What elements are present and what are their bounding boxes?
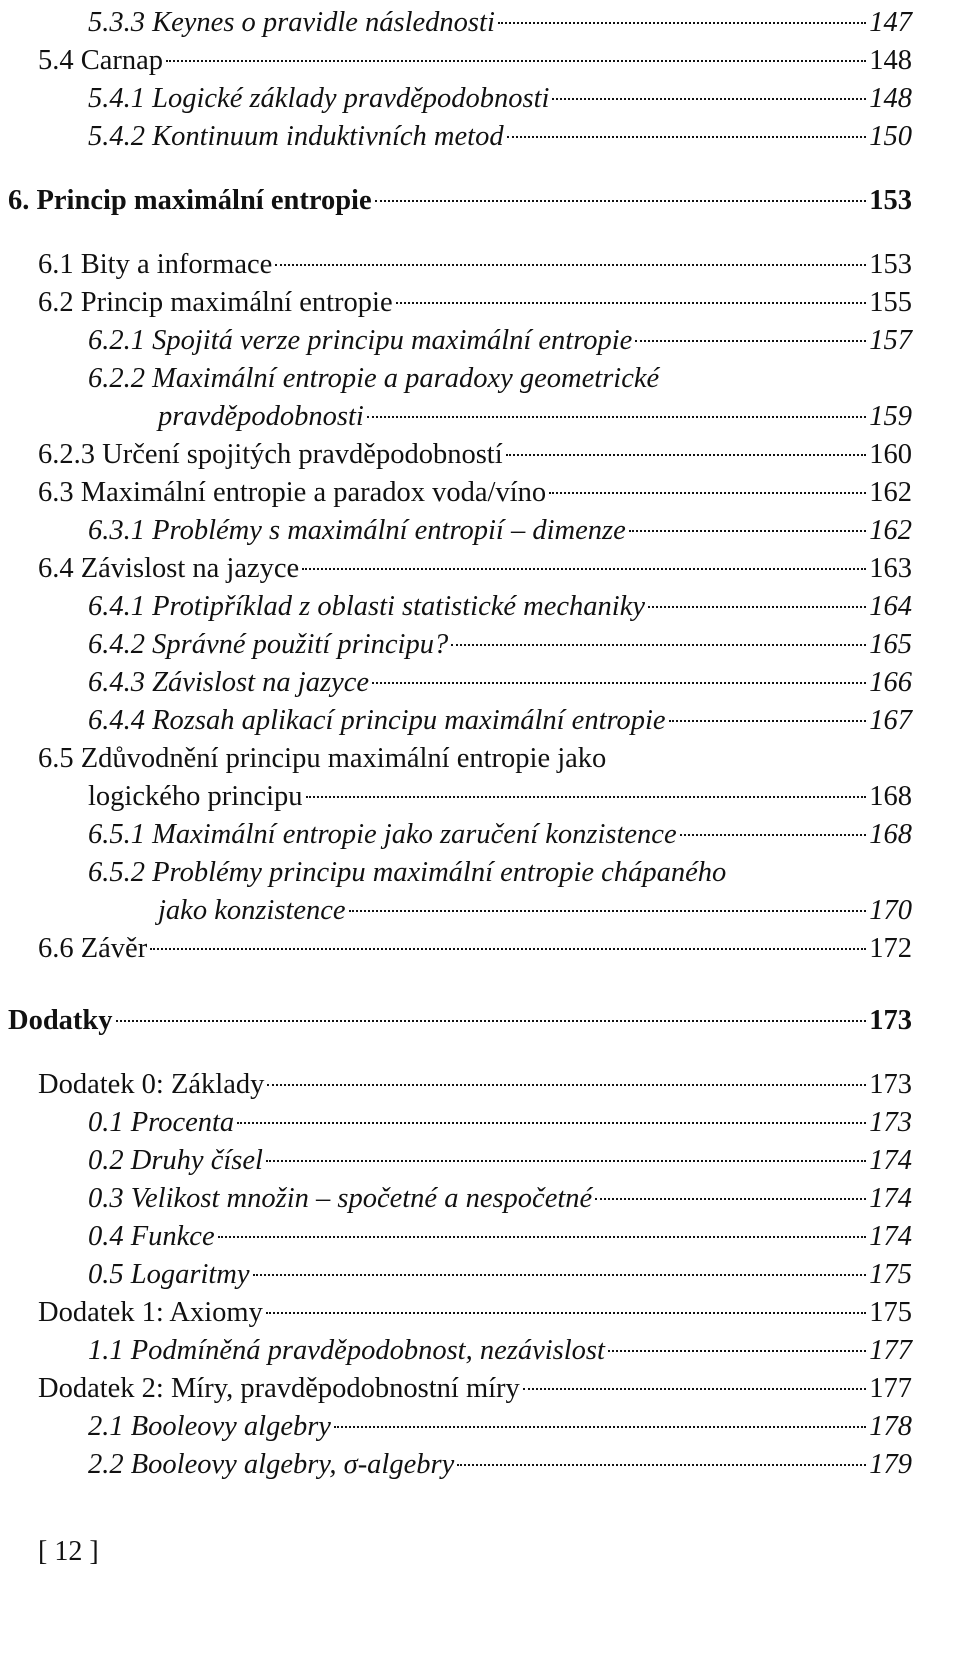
toc-entry-title: Dodatky xyxy=(8,1005,113,1036)
toc-entry-title: 2.2 Booleovy algebry, σ-algebry xyxy=(88,1449,455,1480)
spacer xyxy=(8,220,912,246)
toc-entry-title: 0.5 Logaritmy xyxy=(88,1259,250,1290)
dot-leader xyxy=(595,1198,866,1200)
toc-entry-page: 174 xyxy=(869,1145,912,1176)
dot-leader xyxy=(367,416,866,418)
toc-entry xyxy=(8,1370,912,1408)
toc-entry-page: 168 xyxy=(869,781,912,812)
toc-entry xyxy=(8,1256,912,1294)
dot-leader xyxy=(166,60,866,62)
toc-entry-title: 6.3.1 Problémy s maximální entropií – dimenze xyxy=(88,515,626,546)
toc-entry-title: pravděpodobnosti xyxy=(158,401,364,432)
toc-entry-title: 6.1 Bity a informace xyxy=(38,249,273,280)
toc-entry-page: 147 xyxy=(869,7,912,38)
toc-entry-title: logického principu xyxy=(88,781,303,812)
toc-entry-title: 6.4.3 Závislost na jazyce xyxy=(88,667,370,698)
toc-entry-page: 177 xyxy=(869,1373,912,1404)
toc-entry-title: 5.4 Carnap xyxy=(38,45,164,76)
toc-entry-page: 177 xyxy=(869,1335,912,1366)
toc-entry-title: 6.4.4 Rozsah aplikací principu maximální entropie xyxy=(88,705,666,736)
toc-entry-title: 5.4.2 Kontinuum induktivních metod xyxy=(88,121,504,152)
dot-leader xyxy=(648,606,866,608)
dot-leader xyxy=(372,682,866,684)
toc-entry-page: 173 xyxy=(869,1069,912,1100)
toc-entry xyxy=(8,1446,912,1484)
toc-entry-page: 179 xyxy=(869,1449,912,1480)
toc-entry-title: 1.1 Podmíněná pravděpodobnost, nezávislost xyxy=(88,1335,605,1366)
toc-entry xyxy=(8,626,912,664)
page-number: [ 12 ] xyxy=(38,1536,99,1567)
toc-entry-page: 165 xyxy=(869,629,912,660)
toc-entry-title: 6. Princip maximální entropie xyxy=(8,185,372,216)
toc-entry xyxy=(8,702,912,740)
dot-leader xyxy=(302,568,866,570)
toc-entry xyxy=(8,436,912,474)
toc-entry xyxy=(8,550,912,588)
toc-entry-page: 174 xyxy=(869,1221,912,1252)
toc-entry-title: Dodatek 0: Základy xyxy=(38,1069,265,1100)
dot-leader xyxy=(451,644,866,646)
dot-leader xyxy=(552,98,866,100)
toc-entry-title: 6.4.2 Správné použití principu? xyxy=(88,629,449,660)
toc-entry xyxy=(8,854,912,892)
toc-entry-page: 178 xyxy=(869,1411,912,1442)
toc-entry-page: 155 xyxy=(869,287,912,318)
toc-entry-title: 6.2.2 Maximální entropie a paradoxy geometrické xyxy=(88,363,660,394)
toc-entry xyxy=(8,1066,912,1104)
dot-leader xyxy=(396,302,867,304)
spacer xyxy=(8,156,912,182)
toc-entry xyxy=(8,1332,912,1370)
toc-entry-page: 160 xyxy=(869,439,912,470)
toc-entry-page: 173 xyxy=(869,1107,912,1138)
dot-leader xyxy=(498,22,866,24)
toc-entry-title: 6.4 Závislost na jazyce xyxy=(38,553,300,584)
toc-entry-title: 0.4 Funkce xyxy=(88,1221,215,1252)
toc-entry-title: 0.3 Velikost množin – spočetné a nespočetné xyxy=(88,1183,593,1214)
dot-leader xyxy=(266,1312,866,1314)
dot-leader xyxy=(608,1350,866,1352)
toc-entry-page: 164 xyxy=(869,591,912,622)
toc-entry-title: 6.2.3 Určení spojitých pravděpodobností xyxy=(38,439,503,470)
toc-entry-page: 153 xyxy=(869,249,912,280)
toc-entry xyxy=(8,42,912,80)
toc-entry-page: 172 xyxy=(869,933,912,964)
toc-entry xyxy=(8,930,912,968)
toc-entry xyxy=(8,1180,912,1218)
toc-entry-page: 166 xyxy=(869,667,912,698)
toc-entry-page: 173 xyxy=(869,1005,912,1036)
toc-entry-page: 153 xyxy=(869,185,912,216)
toc-entry-title: 6.5.1 Maximální entropie jako zaručení konzistence xyxy=(88,819,677,850)
toc-entry-page: 162 xyxy=(869,477,912,508)
toc-entry-title: 6.4.1 Protipříklad z oblasti statistické mechaniky xyxy=(88,591,645,622)
dot-leader xyxy=(629,530,867,532)
toc-entry-title: Dodatek 1: Axiomy xyxy=(38,1297,263,1328)
toc-entry-continuation xyxy=(8,892,912,930)
toc-entry-page: 162 xyxy=(869,515,912,546)
dot-leader xyxy=(507,136,867,138)
dot-leader xyxy=(523,1388,866,1390)
dot-leader xyxy=(635,340,866,342)
dot-leader xyxy=(375,200,867,202)
toc-entry-page: 168 xyxy=(869,819,912,850)
toc-entry-page: 148 xyxy=(869,45,912,76)
toc-entry-title: 6.2.1 Spojitá verze principu maximální entropie xyxy=(88,325,633,356)
toc-entry xyxy=(8,4,912,42)
toc-entry xyxy=(8,740,912,778)
toc-entry-continuation xyxy=(8,398,912,436)
toc-entry-page: 167 xyxy=(869,705,912,736)
dot-leader xyxy=(349,910,867,912)
dot-leader xyxy=(549,492,866,494)
toc-entry-page: 157 xyxy=(869,325,912,356)
toc-entry-title: 0.1 Procenta xyxy=(88,1107,235,1138)
toc-entry-title: 6.3 Maximální entropie a paradox voda/víno xyxy=(38,477,547,508)
toc-entry xyxy=(8,118,912,156)
toc-entry-title: 0.2 Druhy čísel xyxy=(88,1145,263,1176)
toc-entry-title: 6.6 Závěr xyxy=(38,933,148,964)
toc-entry-continuation xyxy=(8,778,912,816)
toc-entry-title: jako konzistence xyxy=(158,895,346,926)
toc-entry-page: 150 xyxy=(869,121,912,152)
toc-entry-page: 170 xyxy=(869,895,912,926)
toc-entry xyxy=(8,664,912,702)
toc-entry-title: 5.4.1 Logické základy pravděpodobnosti xyxy=(88,83,550,114)
toc-entry-page: 175 xyxy=(869,1259,912,1290)
dot-leader xyxy=(150,948,866,950)
toc-entry xyxy=(8,360,912,398)
toc-entry xyxy=(8,474,912,512)
spacer xyxy=(8,1040,912,1066)
toc-entry xyxy=(8,322,912,360)
toc-entry xyxy=(8,1142,912,1180)
toc-entry-page: 148 xyxy=(869,83,912,114)
toc-entry xyxy=(8,512,912,550)
toc-entry-title: 6.2 Princip maximální entropie xyxy=(38,287,393,318)
dot-leader xyxy=(237,1122,866,1124)
table-of-contents xyxy=(8,4,912,1484)
dot-leader xyxy=(266,1160,866,1162)
toc-entry xyxy=(8,1294,912,1332)
toc-entry-page: 159 xyxy=(869,401,912,432)
toc-entry xyxy=(8,1218,912,1256)
toc-entry-page: 175 xyxy=(869,1297,912,1328)
dot-leader xyxy=(267,1084,866,1086)
dot-leader xyxy=(218,1236,867,1238)
toc-entry xyxy=(8,246,912,284)
toc-entry-title: Dodatek 2: Míry, pravděpodobnostní míry xyxy=(38,1373,520,1404)
toc-entry-page: 174 xyxy=(869,1183,912,1214)
toc-chapter xyxy=(8,182,912,220)
spacer xyxy=(8,968,912,1002)
dot-leader xyxy=(334,1426,866,1428)
toc-entry-page: 163 xyxy=(869,553,912,584)
toc-entry xyxy=(8,816,912,854)
dot-leader xyxy=(506,454,867,456)
dot-leader xyxy=(275,264,866,266)
toc-chapter xyxy=(8,1002,912,1040)
toc-entry xyxy=(8,1104,912,1142)
toc-entry-title: 6.5.2 Problémy principu maximální entropie chápaného xyxy=(88,857,727,888)
dot-leader xyxy=(306,796,867,798)
toc-entry xyxy=(8,588,912,626)
toc-entry-title: 6.5 Zdůvodnění principu maximální entropie jako xyxy=(38,743,607,774)
dot-leader xyxy=(116,1020,867,1022)
dot-leader xyxy=(680,834,867,836)
toc-entry-title: 2.1 Booleovy algebry xyxy=(88,1411,331,1442)
dot-leader xyxy=(457,1464,866,1466)
toc-entry-title: 5.3.3 Keynes o pravidle následnosti xyxy=(88,7,495,38)
toc-entry xyxy=(8,80,912,118)
dot-leader xyxy=(253,1274,867,1276)
dot-leader xyxy=(669,720,867,722)
toc-entry xyxy=(8,284,912,322)
toc-entry xyxy=(8,1408,912,1446)
